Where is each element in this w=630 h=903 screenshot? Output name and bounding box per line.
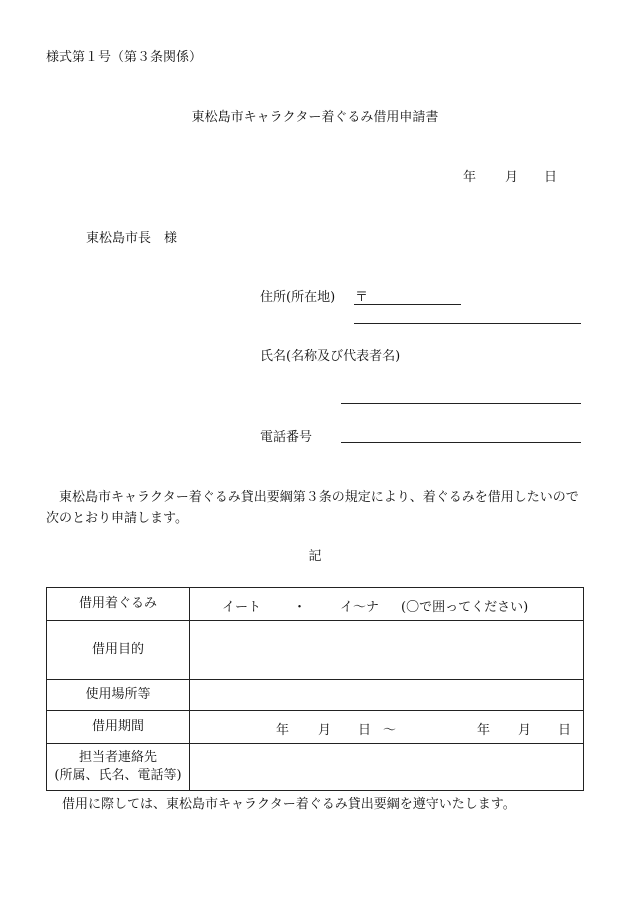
costume-choice-cell[interactable] <box>190 588 584 621</box>
note-mark: 記 <box>308 549 322 564</box>
document-title: 東松島市キャラクター着ぐるみ借用申請書 <box>191 110 439 125</box>
costume-separator: ・ <box>293 600 307 615</box>
date-year-label: 年 <box>463 170 477 185</box>
table-row-contact <box>47 744 584 791</box>
purpose-label: 借用目的 <box>47 621 190 680</box>
contact-label-line1: 担当者連絡先 <box>78 750 157 765</box>
table-row-purpose <box>47 621 584 680</box>
contact-label <box>47 744 190 791</box>
table-row-place <box>47 680 584 711</box>
period-end-year: 年 <box>477 723 491 738</box>
address-line <box>354 323 581 324</box>
contact-label-line2: (所属、氏名、電話等) <box>54 768 182 783</box>
name-line <box>341 403 581 404</box>
address-label: 住所(所在地) <box>260 290 336 305</box>
phone-line <box>341 442 581 443</box>
table-row-costume <box>47 588 584 621</box>
phone-label: 電話番号 <box>260 430 313 445</box>
postal-code-line <box>354 304 461 305</box>
place-input-cell[interactable] <box>190 680 584 711</box>
period-end-day: 日 <box>558 723 572 738</box>
postal-mark: 〒 <box>355 290 369 305</box>
costume-label: 借用着ぐるみ <box>47 588 190 621</box>
addressee: 東松島市長 様 <box>86 231 178 246</box>
place-label: 使用場所等 <box>47 680 190 711</box>
application-statement: 東松島市キャラクター着ぐるみ貸出要綱第３条の規定により、着ぐるみを借用したいので次のとおり申請します。 <box>46 490 579 526</box>
date-month-label: 月 <box>505 170 519 185</box>
period-input-cell[interactable] <box>190 711 584 744</box>
period-label: 借用期間 <box>47 711 190 744</box>
application-table <box>46 587 584 791</box>
form-number: 様式第１号（第３条関係） <box>46 50 203 65</box>
costume-option-eat[interactable]: イート <box>222 600 262 615</box>
footer-note: 借用に際しては、東松島市キャラクター着ぐるみ貸出要綱を遵守いたします。 <box>62 797 516 812</box>
costume-option-ina[interactable]: イ～ナ <box>340 600 380 615</box>
period-start-day: 日 <box>358 723 372 738</box>
period-tilde: ～ <box>383 723 397 738</box>
period-end-month: 月 <box>518 723 532 738</box>
purpose-input-cell[interactable] <box>190 621 584 680</box>
name-label: 氏名(名称及び代表者名) <box>260 349 401 364</box>
date-day-label: 日 <box>544 170 558 185</box>
table-row-period <box>47 711 584 744</box>
period-start-year: 年 <box>276 723 290 738</box>
contact-input-cell[interactable] <box>190 744 584 791</box>
period-start-month: 月 <box>318 723 332 738</box>
costume-instruction: (〇で囲ってください) <box>401 600 529 615</box>
